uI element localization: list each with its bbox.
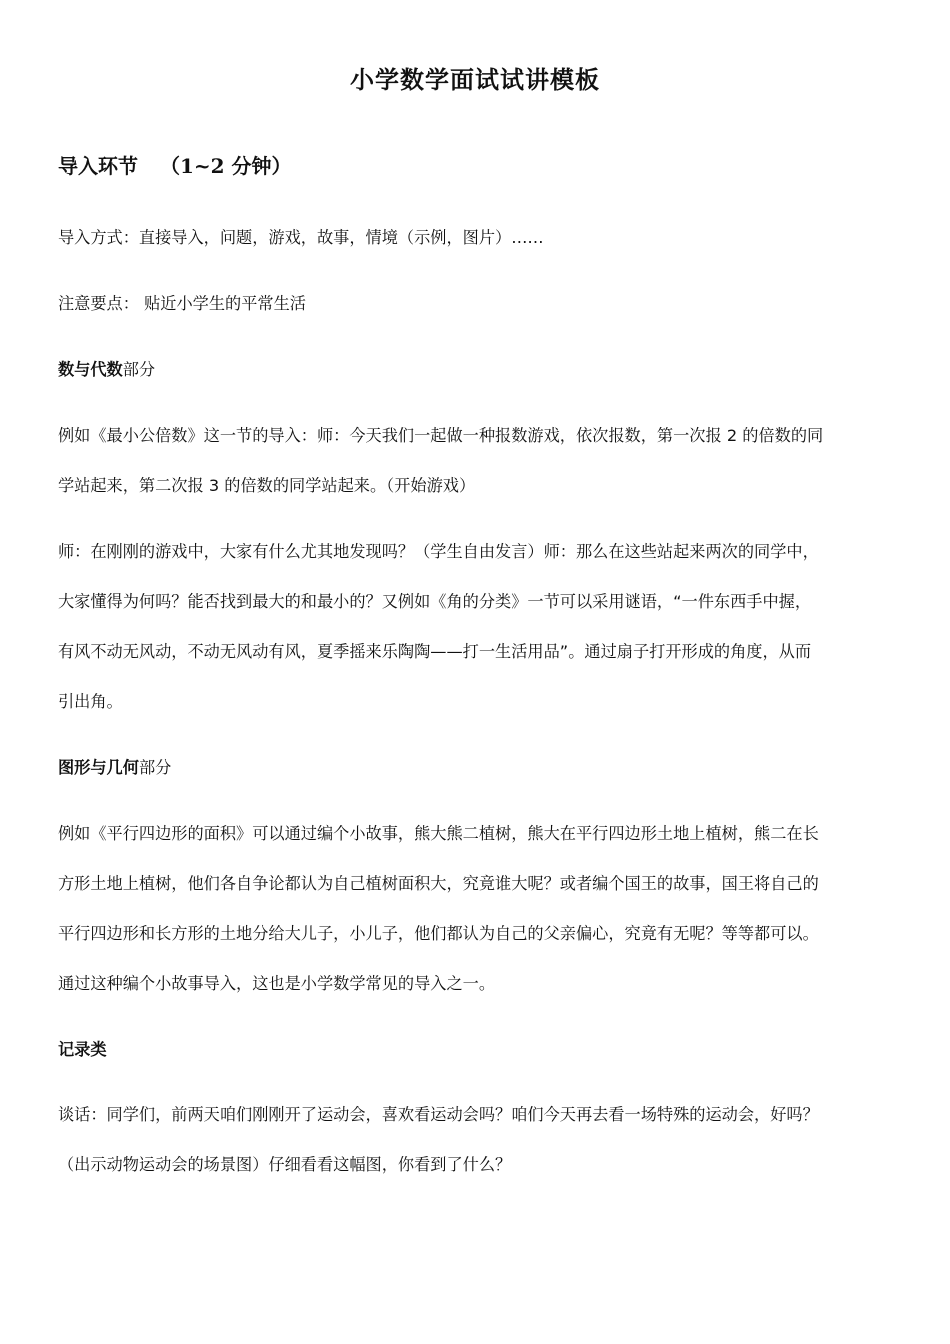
records-subheading: 记录类 [58, 1040, 107, 1059]
algebra-subheading [58, 345, 892, 395]
paragraph-line: 例如《平行四边形的面积》可以通过编个小故事，熊大熊二植树，熊大在平行四边形土地上植树，熊二在长 [58, 824, 819, 843]
paragraph-line: 引出角。 [58, 692, 123, 711]
geometry-subheading [58, 743, 892, 793]
paragraph-line: 例如《最小公倍数》这一节的导入：师：今天我们一起做一种报数游戏，依次报数，第一次报 2 的倍数的同 [58, 426, 824, 445]
algebra-subheading-suffix: 部分 [122, 360, 156, 379]
paragraph-line: 方形土地上植树，他们各自争论都认为自己植树面积大，究竟谁大呢？或者编个国王的故事，国王将自己的 [58, 874, 819, 893]
algebra-followup-paragraph [58, 527, 892, 727]
geometry-subheading-suffix: 部分 [138, 758, 172, 777]
paragraph-line: 师：在刚刚的游戏中，大家有什么尤其地发现吗？（学生自由发言）师：那么在这些站起来两次的同学中， [58, 542, 819, 561]
paragraph-line: 通过这种编个小故事导入，这也是小学数学常见的导入之一。 [58, 974, 496, 993]
algebra-example-paragraph [58, 411, 892, 511]
section-duration: （1~2 分钟） [160, 154, 292, 178]
geometry-example-paragraph [58, 809, 892, 1009]
section-heading [58, 150, 292, 179]
section-heading-text: 导入环节 [58, 154, 138, 178]
paragraph-line: 大家懂得为何吗？能否找到最大的和最小的？又例如《角的分类》一节可以采用谜语，“一件东西手中握， [58, 592, 812, 611]
paragraph-line: （出示动物运动会的场景图）仔细看看这幅图，你看到了什么？ [58, 1155, 512, 1174]
attention-note-paragraph: 注意要点： 贴近小学生的平常生活 [58, 294, 306, 313]
paragraph-line: 学站起来，第二次报 3 的倍数的同学站起来。（开始游戏） [58, 476, 476, 495]
algebra-subheading-bold: 数与代数 [58, 360, 123, 379]
document-title: 小学数学面试试讲模板 [350, 66, 600, 94]
geometry-subheading-bold: 图形与几何 [58, 758, 139, 777]
records-talk-paragraph [58, 1090, 892, 1190]
paragraph-line: 平行四边形和长方形的土地分给大儿子，小儿子，他们都认为自己的父亲偏心，究竟有无呢？等等都可以。 [58, 924, 819, 943]
paragraph-line: 有风不动无风动，不动无风动有风，夏季摇来乐陶陶——打一生活用品”。通过扇子打开形成的角度，从而 [58, 642, 812, 661]
paragraph-line: 谈话：同学们，前两天咱们刚刚开了运动会，喜欢看运动会吗？咱们今天再去看一场特殊的运动会，好吗？ [58, 1105, 819, 1124]
intro-method-paragraph: 导入方式：直接导入，问题，游戏，故事，情境（示例，图片）…… [58, 228, 544, 247]
